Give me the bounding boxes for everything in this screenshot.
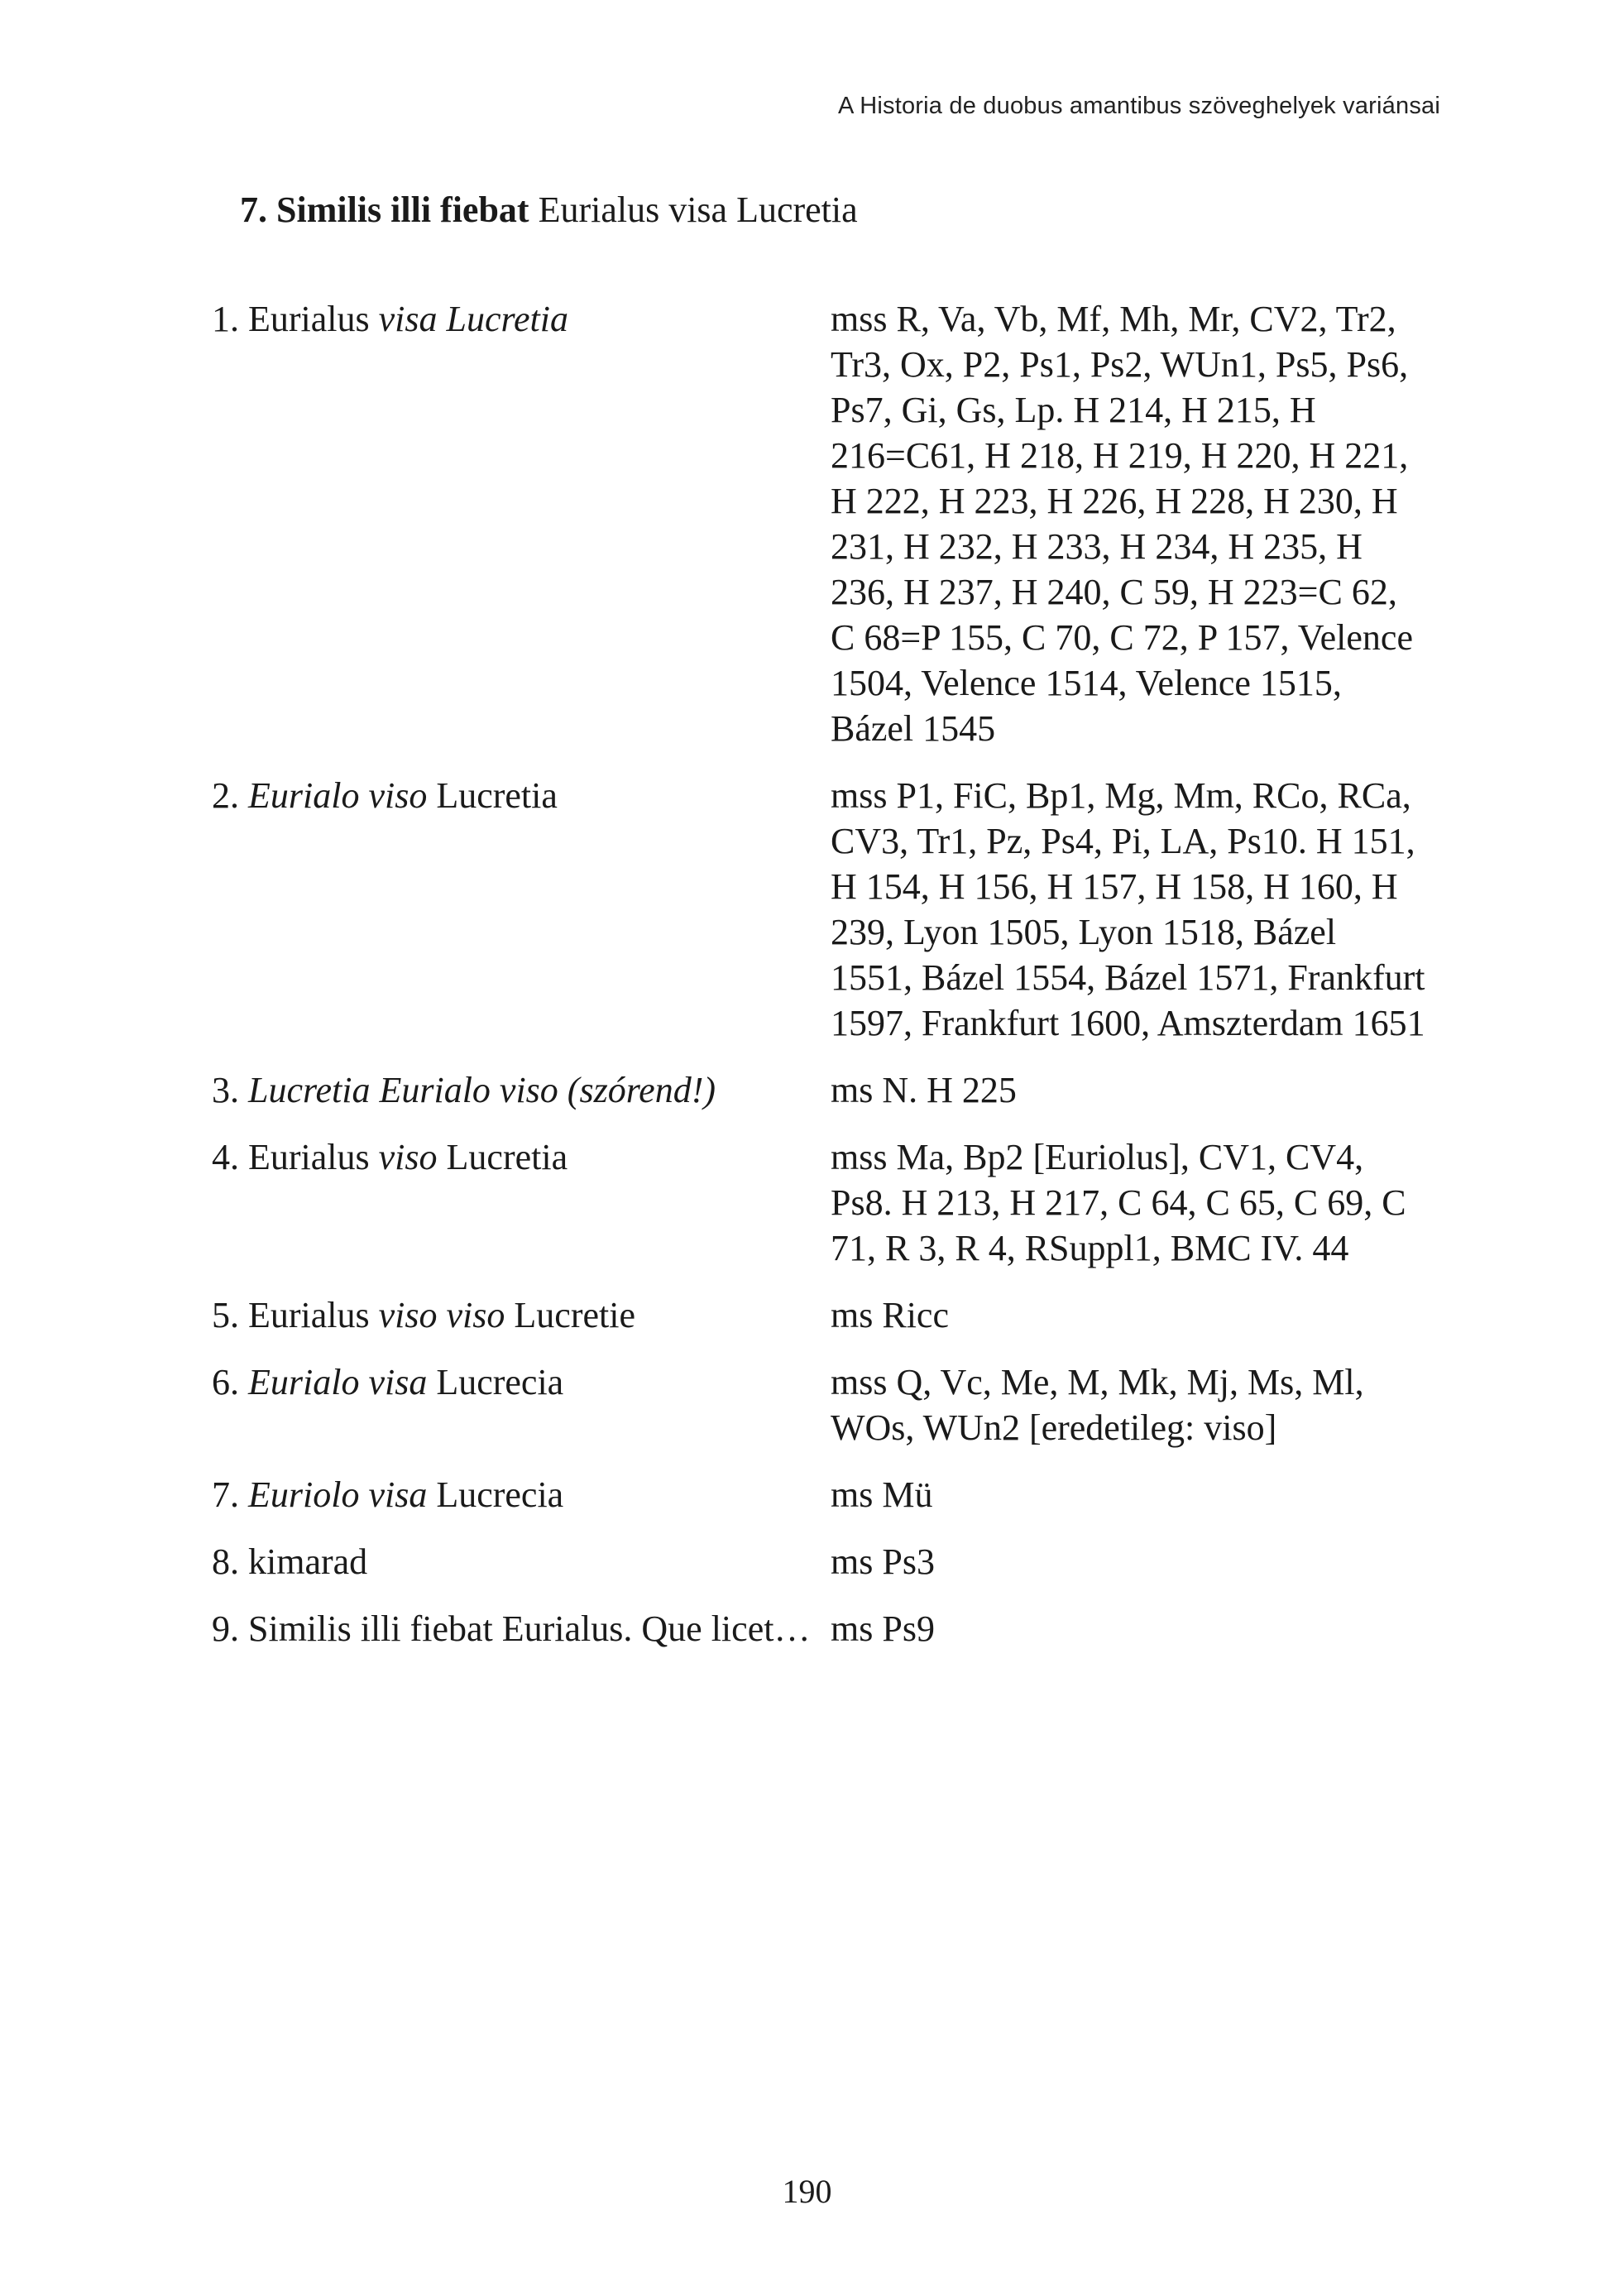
reading-italic-segment: visa Lucretia	[378, 299, 568, 339]
reading-segment: Lucrecia	[427, 1474, 564, 1515]
variant-sources: mss Q, Vc, Me, M, Mk, Mj, Ms, Ml, WOs, WUn2 [eredetileg: viso]	[831, 1362, 1364, 1448]
variant-reading	[212, 773, 831, 1046]
reading-italic-segment: Euriolo visa	[248, 1474, 428, 1515]
running-header: A Historia de duobus amantibus szöveghelyek variánsai	[838, 93, 1440, 119]
variant-sources: ms Ps3	[831, 1541, 935, 1582]
section-heading	[240, 187, 858, 233]
reading-italic-segment: viso	[378, 1137, 438, 1177]
page-number: 190	[782, 2173, 832, 2210]
reading-segment: 3.	[212, 1070, 248, 1110]
section-heading-lemma: Similis illi fiebat	[276, 189, 529, 230]
variant-entry	[212, 773, 1453, 1046]
variant-sources: mss P1, FiC, Bp1, Mg, Mm, RCo, RCa, CV3, Tr1, Pz, Ps4, Pi, LA, Ps10. H 151, H 154, H 156, H 157, H 158, H 160, H 239, Lyon 1505, Lyon 1518, Bázel 1551, Bázel 1554, Bázel 1571, Frankfurt 1597, Frankfurt 1600, Amszterdam 1651	[831, 775, 1425, 1043]
variant-sources: mss R, Va, Vb, Mf, Mh, Mr, CV2, Tr2, Tr3, Ox, P2, Ps1, Ps2, WUn1, Ps5, Ps6, Ps7, Gi, Gs, Lp. H 214, H 215, H 216=C61, H 218, H 219, H 220, H 221, H 222, H 223, H 226, H 228, H 230, H 231, H 232, H 233, H 234, H 235, H 236, H 237, H 240, C 59, H 223=C 62, C 68=P 155, C 70, C 72, P 157, Velence 1504, Velence 1514, Velence 1515, Bázel 1545	[831, 299, 1413, 749]
reading-segment: Lucretia	[437, 1137, 568, 1177]
reading-segment: 2.	[212, 775, 248, 816]
variant-entry	[212, 1292, 1453, 1338]
variant-reading	[212, 1539, 831, 1584]
variant-reading	[212, 1606, 831, 1651]
reading-italic-segment: Eurialo viso	[248, 775, 428, 816]
reading-segment: 1. Eurialus	[212, 299, 379, 339]
variant-reading	[212, 1067, 831, 1113]
variant-sources: ms Mü	[831, 1474, 933, 1515]
variant-sources: ms Ricc	[831, 1295, 949, 1335]
reading-segment: 8. kimarad	[212, 1541, 368, 1582]
reading-segment: 5. Eurialus	[212, 1295, 379, 1335]
reading-italic-segment: Lucretia Eurialo viso (szórend!)	[248, 1070, 716, 1110]
reading-segment: 4. Eurialus	[212, 1137, 379, 1177]
reading-segment: 9. Similis illi fiebat Eurialus. Que licet…	[212, 1608, 811, 1649]
variant-reading	[212, 296, 831, 751]
variant-entry	[212, 1134, 1453, 1271]
variant-reading	[212, 1134, 831, 1271]
reading-italic-segment: viso viso	[378, 1295, 505, 1335]
variant-sources: ms N. H 225	[831, 1070, 1017, 1110]
reading-segment: Lucretie	[505, 1295, 635, 1335]
reading-segment: 6.	[212, 1362, 248, 1402]
variant-reading	[212, 1472, 831, 1517]
reading-segment: 7.	[212, 1474, 248, 1515]
variant-entry	[212, 1067, 1453, 1113]
section-heading-number: 7.	[240, 189, 267, 230]
variant-entry	[212, 1539, 1453, 1584]
variant-entry	[212, 1472, 1453, 1517]
reading-italic-segment: Eurialo visa	[248, 1362, 428, 1402]
section-heading-rest: Eurialus visa Lucretia	[538, 189, 858, 230]
variant-list	[212, 296, 1453, 1673]
variant-entry	[212, 1359, 1453, 1450]
reading-segment: Lucretia	[427, 775, 558, 816]
variant-sources: ms Ps9	[831, 1608, 935, 1649]
variant-sources: mss Ma, Bp2 [Euriolus], CV1, CV4, Ps8. H 213, H 217, C 64, C 65, C 69, C 71, R 3, R 4, RSuppl1, BMC IV. 44	[831, 1137, 1406, 1268]
variant-reading	[212, 1292, 831, 1338]
reading-segment: Lucrecia	[427, 1362, 564, 1402]
variant-reading	[212, 1359, 831, 1450]
variant-entry	[212, 296, 1453, 751]
variant-entry	[212, 1606, 1453, 1651]
